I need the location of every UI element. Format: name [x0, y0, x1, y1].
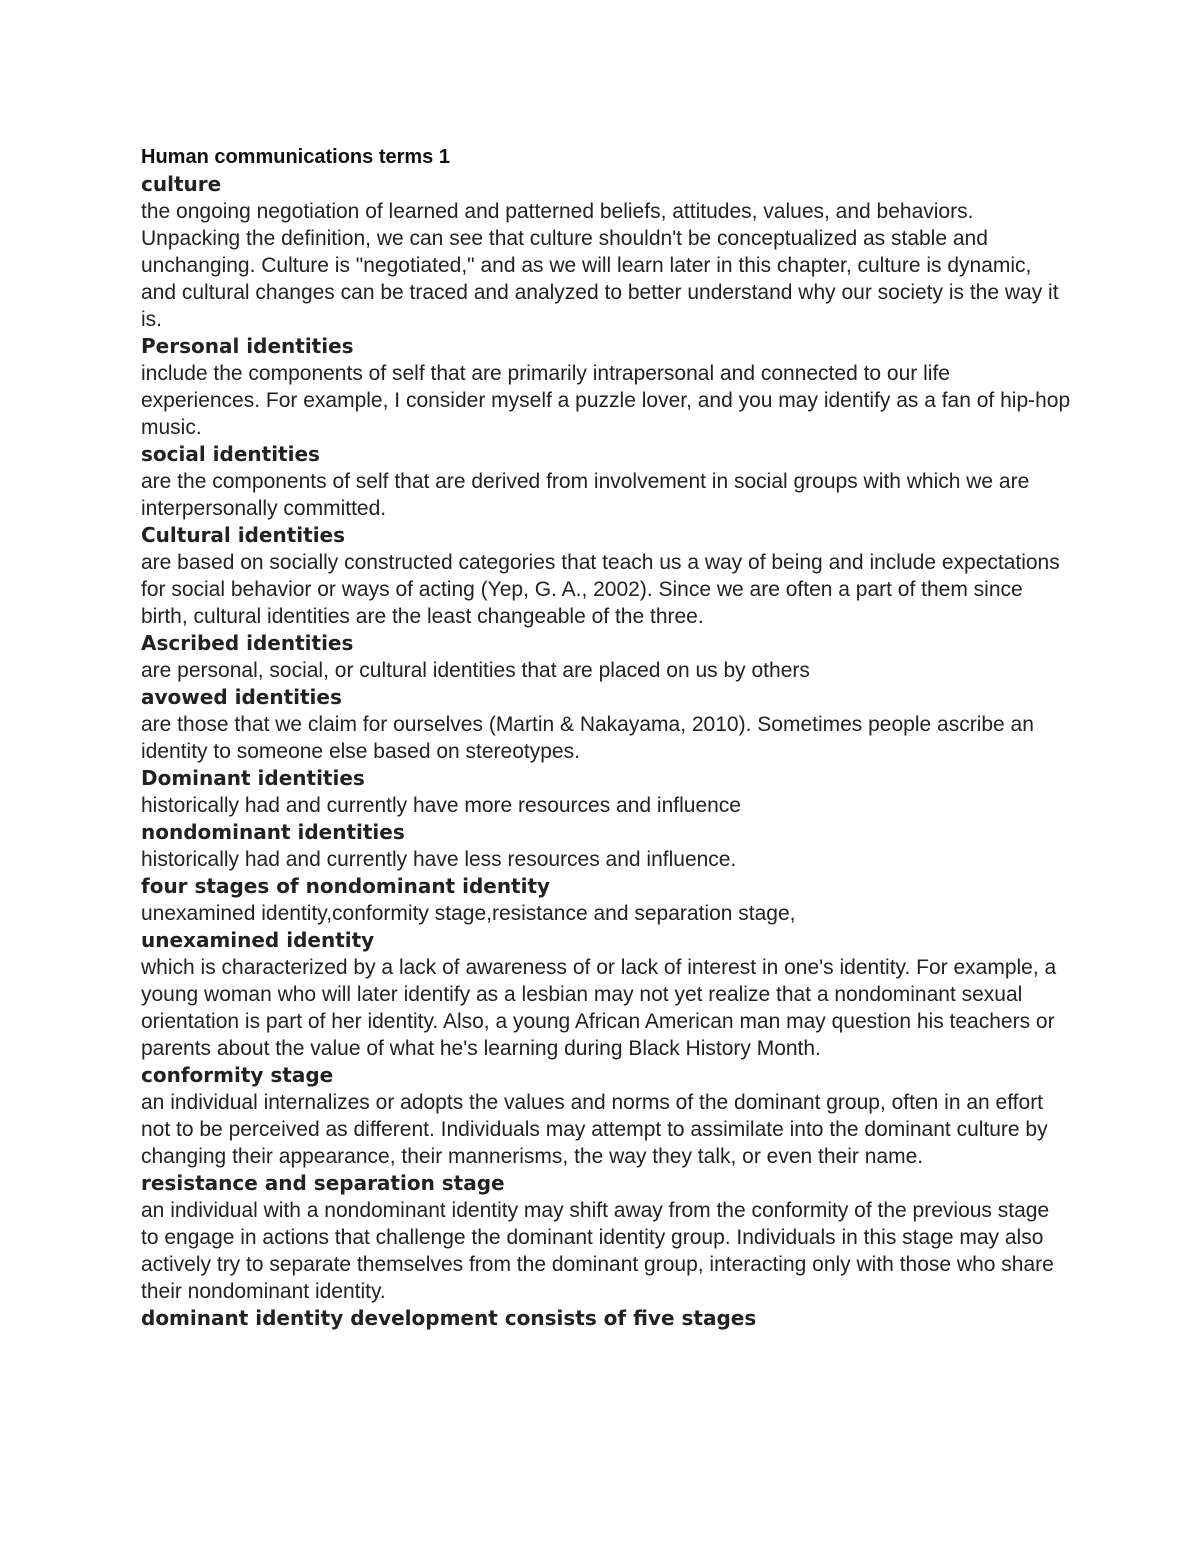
term-nondominant-identities: nondominant identities: [141, 820, 405, 844]
term-personal-identities: Personal identities: [141, 334, 354, 358]
definition-dominant-identities: historically had and currently have more resources and influence: [141, 794, 741, 817]
definition-unexamined-identity: which is characterized by a lack of awareness of or lack of interest in one's identity. For example, a young woman who will later identify as a lesbian may not yet realize that a nondominant sexual orientation is part of her identity. Also, a young African American man may question his teachers or parents about the value of what he's learning during Black History Month.: [141, 956, 1057, 1060]
term-four-stages-nondominant-identity: four stages of nondominant identity: [141, 874, 551, 898]
definition-ascribed-identities: are personal, social, or cultural identities that are placed on us by others: [141, 659, 810, 682]
term-ascribed-identities: Ascribed identities: [141, 631, 354, 655]
definition-personal-identities: include the components of self that are primarily intrapersonal and connected to our life experiences. For example, I consider myself a puzzle lover, and you may identify as a fan of hip-hop music.: [141, 362, 1071, 439]
term-unexamined-identity: unexamined identity: [141, 928, 375, 952]
term-cultural-identities: Cultural identities: [141, 523, 346, 547]
definition-resistance-separation-stage: an individual with a nondominant identity may shift away from the conformity of the previous stage to engage in actions that challenge the dominant identity group. Individuals in this stage may also actively try to separate themselves from the dominant group, interacting only with those who share their nondominant identity.: [141, 1199, 1054, 1303]
term-social-identities: social identities: [141, 442, 320, 466]
definition-culture: the ongoing negotiation of learned and patterned beliefs, attitudes, values, and behaviors. Unpacking the definition, we can see that culture shouldn't be conceptualized as stable and unchanging. Culture is "negotiated," and as we will learn later in this chapter, culture is dynamic, and cultural changes can be traced and analyzed to better understand why our society is the way it is.: [141, 200, 1059, 331]
definition-four-stages-nondominant-identity: unexamined identity,conformity stage,resistance and separation stage,: [141, 902, 796, 925]
definition-conformity-stage: an individual internalizes or adopts the values and norms of the dominant group, often in an effort not to be perceived as different. Individuals may attempt to assimilate into the dominant culture by changing their appearance, their mannerisms, the way they talk, or even their name.: [141, 1091, 1048, 1168]
term-avowed-identities: avowed identities: [141, 685, 342, 709]
document-title: Human communications terms 1: [141, 146, 450, 168]
definition-avowed-identities: are those that we claim for ourselves (Martin & Nakayama, 2010). Sometimes people ascribe an identity to someone else based on stereotypes.: [141, 713, 1034, 763]
term-conformity-stage: conformity stage: [141, 1063, 334, 1087]
definition-cultural-identities: are based on socially constructed categories that teach us a way of being and include expectations for social behavior or ways of acting (Yep, G. A., 2002). Since we are often a part of them since birth, cultural identities are the least changeable of the three.: [141, 551, 1060, 628]
term-culture: culture: [141, 172, 222, 196]
document-body: [141, 143, 1071, 1332]
term-resistance-separation-stage: resistance and separation stage: [141, 1171, 505, 1195]
term-dominant-identities: Dominant identities: [141, 766, 365, 790]
definition-social-identities: are the components of self that are derived from involvement in social groups with which we are interpersonally committed.: [141, 470, 1030, 520]
term-dominant-identity-development: dominant identity development consists of five stages: [141, 1306, 757, 1330]
definition-nondominant-identities: historically had and currently have less resources and influence.: [141, 848, 737, 871]
